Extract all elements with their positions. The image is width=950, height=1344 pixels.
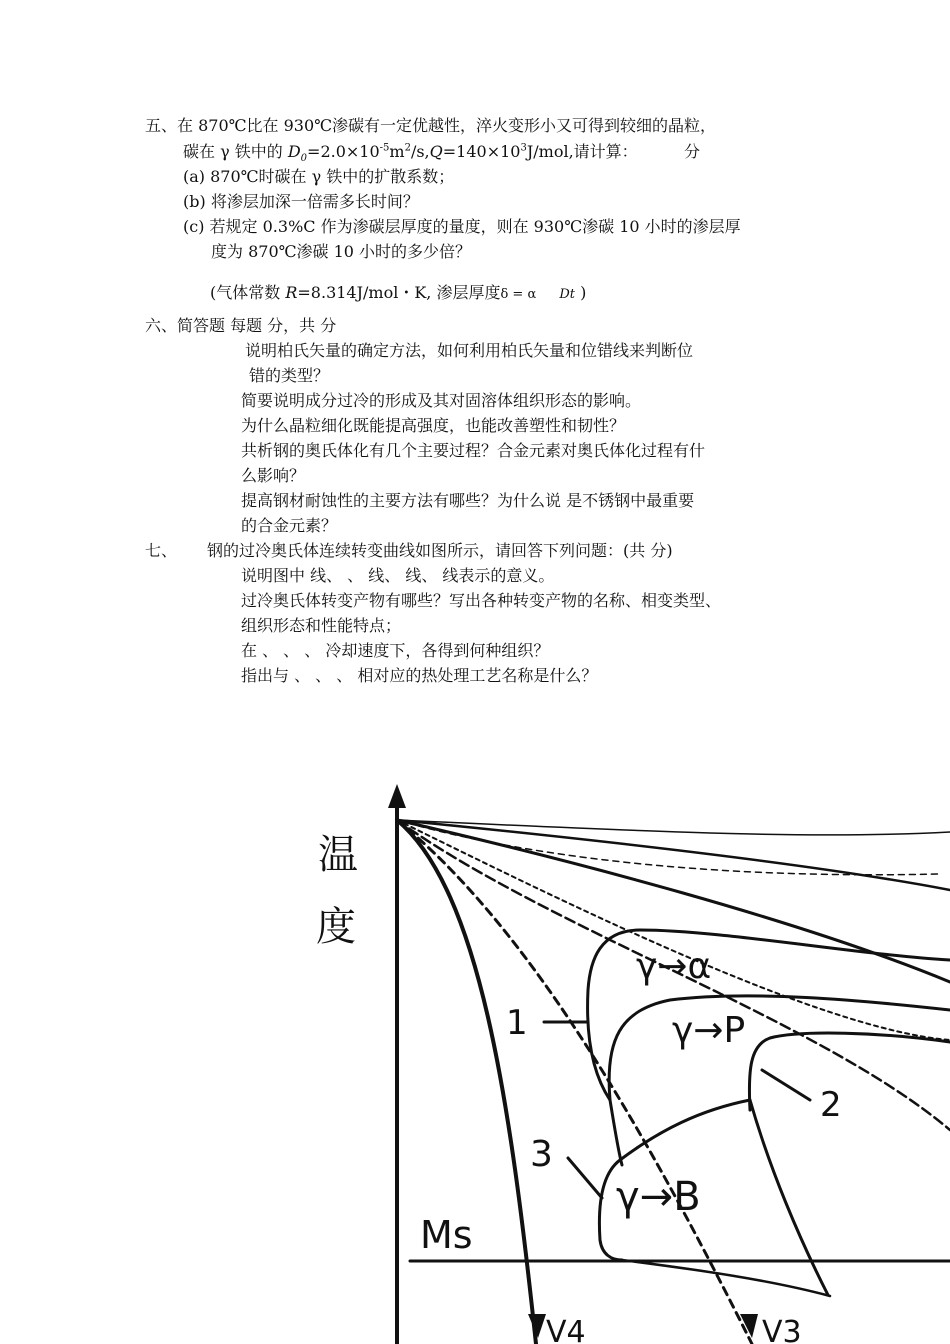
v4-arrow-icon xyxy=(528,1314,546,1338)
q5-note-Dt: Dt xyxy=(559,287,575,302)
q5-note-text: ) xyxy=(574,283,587,302)
q5-item-c-line2: 度为 870℃渗碳 10 小时的多少倍？ xyxy=(211,242,472,261)
axis-arrow-icon xyxy=(388,784,406,808)
b-finish-curve xyxy=(750,1100,828,1295)
label-2-leader xyxy=(762,1070,810,1100)
q6-item4-line2: 么影响？ xyxy=(241,466,306,485)
label-3: 3 xyxy=(530,1134,553,1175)
label-3-leader xyxy=(568,1158,602,1198)
q7-item3: 在 、 、 、 冷却速度下，各得到何种组织？ xyxy=(241,641,550,660)
q6-item4-line1: 共析钢的奥氏体化有几个主要过程？合金元素对奥氏体化过程有什 xyxy=(241,441,706,460)
q5-note xyxy=(210,283,586,305)
q5-text: J/mol,请计算： xyxy=(526,142,638,161)
q5-text: /s, xyxy=(410,142,430,161)
v4-label: V4 xyxy=(546,1315,586,1344)
q5-line2 xyxy=(183,142,638,165)
q7-title: 钢的过冷奥氏体连续转变曲线如图所示，请回答下列问题：(共 分) xyxy=(207,541,673,560)
q7-number: 七、 xyxy=(145,541,178,560)
region-gamma-p: γ→P xyxy=(672,1010,746,1051)
cooling-curve-v5 xyxy=(397,820,536,1344)
region-gamma-alpha: γ→α xyxy=(636,946,712,987)
q6-item5-line1: 提高钢材耐蚀性的主要方法有哪些？为什么说 是不锈钢中最重要 xyxy=(241,491,695,510)
q6-item5-line2: 的合金元素？ xyxy=(241,516,338,535)
q5-text: =140×10 xyxy=(442,142,521,161)
q5-item-b: (b) 将渗层加深一倍需多长时间？ xyxy=(183,192,419,211)
cooling-curve-top xyxy=(397,820,950,890)
q5-R-symbol: R xyxy=(285,283,298,302)
q7-item2-line1: 过冷奥氏体转变产物有哪些？写出各种转变产物的名称、相变类型、 xyxy=(241,591,722,610)
q5-item-a: (a) 870℃时碳在 γ 铁中的扩散系数； xyxy=(183,167,455,186)
q5-D0-subscript: 0 xyxy=(300,153,308,165)
v3-label: V3 xyxy=(762,1315,802,1344)
q5-note-text: =8.314J/mol・K, 渗层厚度 xyxy=(297,283,501,302)
q5-Q-symbol: Q xyxy=(429,142,443,161)
q6-item3: 为什么晶粒细化既能提高强度，也能改善塑性和韧性？ xyxy=(241,416,626,435)
q5-note-formula: δ = α xyxy=(500,287,537,302)
cct-diagram xyxy=(300,770,950,1344)
q5-note-text: (气体常数 xyxy=(210,283,286,302)
q6-item1-line2: 错的类型？ xyxy=(249,366,330,385)
p-finish-curve xyxy=(749,1033,950,1110)
q5-D0-symbol: D xyxy=(287,142,301,161)
q5-score: 分 xyxy=(684,142,701,161)
q6-title: 六、简答题 每题 分，共 分 xyxy=(145,316,337,335)
q7-item4: 指出与 、 、 、 相对应的热处理工艺名称是什么？ xyxy=(241,666,598,685)
q5-text: =2.0×10 xyxy=(307,142,380,161)
ylabel-temperature-2: 度 xyxy=(316,904,356,950)
q7-item1: 说明图中 线、 、 线、 线、 线表示的意义。 xyxy=(241,566,555,585)
q6-item2: 简要说明成分过冷的形成及其对固溶体组织形态的影响。 xyxy=(241,391,642,410)
q5-item-c-line1: (c) 若规定 0.3%C 作为渗碳层厚度的量度，则在 930℃渗碳 10 小时的渗层厚 xyxy=(183,217,741,236)
q5-line1: 五、在 870℃比在 930℃渗碳有一定优越性，淬火变形小又可得到较细的晶粒， xyxy=(145,116,717,135)
label-2: 2 xyxy=(820,1085,842,1125)
q5-exponent: -5 xyxy=(379,142,390,154)
q5-text: m xyxy=(389,142,405,161)
region-gamma-b: γ→B xyxy=(616,1174,701,1220)
q5-exponent: 2 xyxy=(404,142,411,154)
q6-item1-line1: 说明柏氏矢量的确定方法，如何利用柏氏矢量和位错线来判断位 xyxy=(245,341,694,360)
q5-exponent: 3 xyxy=(520,142,527,154)
ylabel-temperature-1: 温 xyxy=(318,832,358,878)
ms-label: Ms xyxy=(420,1213,473,1257)
q5-text: 碳在 γ 铁中的 xyxy=(183,142,288,161)
label-1: 1 xyxy=(506,1003,528,1043)
q7-item2-line2: 组织形态和性能特点； xyxy=(241,616,402,635)
